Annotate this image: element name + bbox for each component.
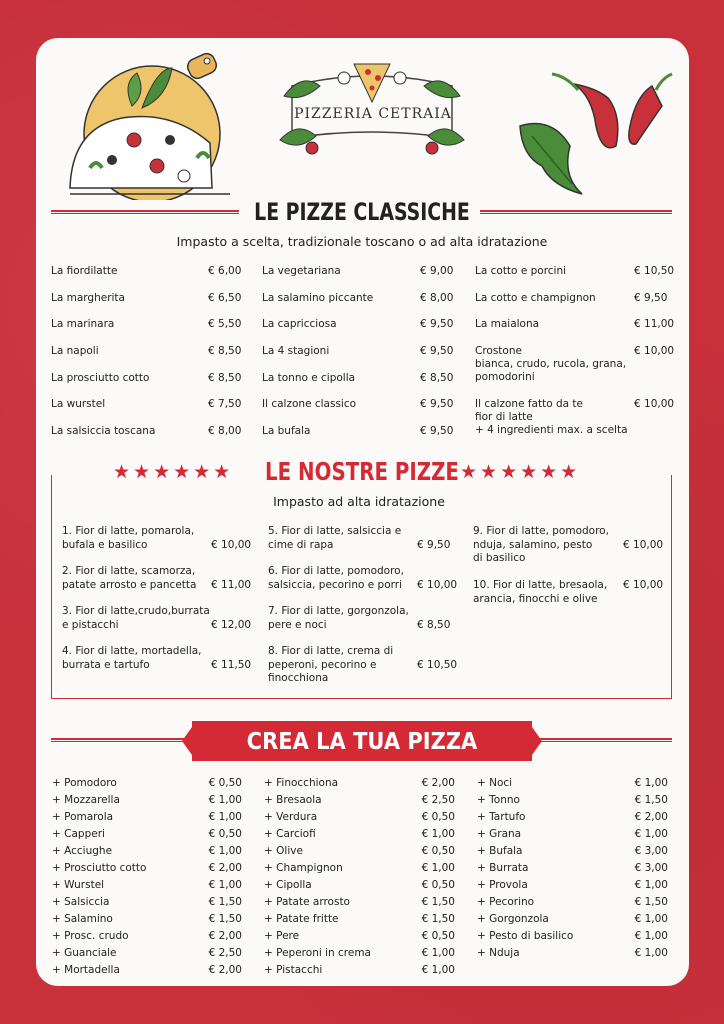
ingredient-row [52,811,242,828]
ingredient-row [52,879,242,896]
ingredient-name: + Gorgonzola [477,913,549,925]
ingredient-row [52,828,242,845]
nostre-item [62,605,252,645]
ingredient-name: + Wurstel [52,879,105,891]
ingredient-row [52,964,242,981]
item-line: arancia, finocchi e olive [473,592,598,605]
ingredient-name: + Grana [477,828,522,840]
ingredient-row [264,930,455,947]
item-price: € 9,50 [420,318,454,330]
ingredient-price: € 2,00 [208,862,242,874]
ingredient-row [52,913,242,930]
item-line: 6. Fior di latte, pomodoro, [268,565,404,577]
item-price: € 10,00 [634,398,675,410]
ingredient-price: € 1,00 [634,777,668,789]
ingredient-row [264,777,455,794]
stars-right: ★★★★★★ [460,461,581,483]
ingredient-row [264,794,455,811]
ingredient-price: € 0,50 [421,845,455,857]
ingredient-row [477,845,668,862]
ingredient-price: € 0,50 [421,879,455,891]
ingredient-price: € 1,00 [208,845,242,857]
item-description: bianca, crudo, rucola, grana, [475,358,627,370]
item-name: La salsiccia toscana [51,425,156,437]
item-line: 1. Fior di latte, pomarola, [62,525,195,537]
ingredient-name: + Patate fritte [264,913,339,925]
ingredient-name: + Olive [264,845,303,857]
nostre-item [473,525,663,569]
item-name: La vegetariana [262,265,341,277]
item-name: La napoli [51,345,99,357]
ingredient-name: + Capperi [52,828,105,840]
item-price: € 10,50 [417,658,458,671]
item-price: € 10,00 [623,579,664,591]
ingredient-price: € 1,00 [208,879,242,891]
ingredient-name: + Pere [264,930,300,942]
item-price: € 8,50 [417,618,451,631]
item-line: 7. Fior di latte, gorgonzola, [268,605,409,617]
ingredient-price: € 3,00 [634,862,668,874]
ingredient-price: € 1,50 [208,913,242,925]
ingredient-row [52,947,242,964]
item-line: e pistacchi [62,618,119,631]
ingredient-price: € 1,00 [421,828,455,840]
ingredient-price: € 1,00 [634,913,668,925]
ingredient-name: + Salsiccia [52,896,110,908]
item-line: bufala e basilico [62,538,148,551]
nostre-item [268,605,458,645]
item-price: € 5,50 [208,318,242,330]
item-price: € 10,00 [211,538,252,551]
brand-name: PIZZERIA CETRAIA [294,106,452,122]
ingredient-price: € 2,50 [421,794,455,806]
ingredient-row [477,777,668,794]
item-name: La prosciutto cotto [51,371,150,384]
ingredient-row [52,845,242,862]
ingredient-price: € 1,00 [208,794,242,806]
ingredient-price: € 0,50 [421,930,455,942]
ingredient-price: € 1,50 [634,794,668,806]
ingredient-name: + Prosc. crudo [52,930,129,942]
nostre-title: LE NOSTRE PIZZE [265,458,459,487]
ingredient-price: € 1,00 [208,811,242,823]
item-name: La cotto e champignon [475,291,596,304]
ingredient-row [52,862,242,879]
item-line: 3. Fior di latte,crudo,burrata [62,605,210,617]
item-name: La margherita [51,291,125,304]
item-name: La maialona [475,318,540,330]
ingredient-name: + Pistacchi [264,964,323,976]
ingredient-name: + Finocchiona [264,777,339,789]
item-price: € 10,00 [417,578,458,591]
nostre-item [268,645,458,689]
item-line: nduja, salamino, pesto [473,538,593,551]
ingredient-price: € 1,00 [634,879,668,891]
item-line: salsiccia, pecorino e porri [268,578,403,591]
ingredient-price: € 1,00 [421,862,455,874]
item-line: finocchiona [268,672,329,684]
nostre-item [62,645,252,685]
item-price: € 10,50 [634,265,675,277]
item-price: € 11,00 [211,578,252,591]
item-description: + 4 ingredienti max. a scelta [475,424,628,436]
item-name: Il calzone classico [262,398,357,410]
item-price: € 9,50 [420,345,454,357]
divider-left [51,738,184,742]
ingredient-row [52,777,242,794]
item-name: La fiordilatte [51,265,118,277]
ingredient-price: € 1,00 [634,930,668,942]
ingredient-row [477,811,668,828]
item-name: La salamino piccante [262,291,374,304]
item-price: € 10,00 [634,345,675,357]
item-price: € 8,00 [420,291,454,304]
item-price: € 11,50 [211,658,252,671]
ingredient-row [264,896,455,913]
ingredient-row [264,811,455,828]
stars-left: ★★★★★★ [113,461,234,483]
item-name: La tonno e cipolla [262,371,356,384]
ingredient-name: + Verdura [264,811,318,823]
ingredient-name: + Guanciale [52,947,117,959]
ingredient-row [264,845,455,862]
item-name: La capricciosa [262,318,337,330]
nostre-subtitle: Impasto ad alta idratazione [273,494,445,509]
ingredient-row [264,862,455,879]
ingredient-price: € 1,00 [421,964,455,976]
nostre-item [268,565,458,605]
item-price: € 7,50 [208,398,242,410]
item-line: 8. Fior di latte, crema di [268,645,394,657]
ingredient-name: + Peperoni in crema [264,947,371,959]
item-line: cime di rapa [268,538,334,551]
pizza-paddle-illustration [62,48,242,200]
classiche-title: LE PIZZE CLASSICHE [254,198,470,226]
item-line: peperoni, pecorino e [268,658,377,671]
ingredient-price: € 3,00 [634,845,668,857]
ingredient-row [477,828,668,845]
ingredient-row [477,879,668,896]
item-line: 5. Fior di latte, salsiccia e [268,525,402,537]
ingredient-row [264,828,455,845]
ingredient-name: + Pesto di basilico [477,930,574,942]
ingredient-name: + Salamino [52,913,113,925]
ingredient-name: + Pomodoro [52,777,117,789]
ingredient-row [52,930,242,947]
ingredient-price: € 2,50 [208,947,242,959]
item-price: € 8,50 [420,371,454,384]
ingredient-price: € 1,00 [421,947,455,959]
nostre-item [473,579,663,619]
nostre-item [62,525,252,565]
item-price: € 9,50 [420,398,454,410]
ingredient-name: + Mortadella [52,964,120,976]
item-price: € 10,00 [623,538,664,551]
ingredient-row [264,879,455,896]
ingredient-price: € 1,00 [634,947,668,959]
ingredient-name: + Champignon [264,862,343,874]
divider-right [540,738,672,742]
ingredient-name: + Pomarola [52,811,114,823]
ingredient-name: + Pecorino [477,896,535,908]
item-description: fior di latte [475,411,533,423]
item-price: € 9,50 [420,425,454,437]
ingredient-row [264,947,455,964]
item-line: patate arrosto e pancetta [62,578,197,591]
item-line: burrata e tartufo [62,658,150,671]
ingredient-name: + Cipolla [264,879,312,891]
ingredient-name: + Acciughe [52,845,113,857]
ingredient-name: + Burrata [477,862,529,874]
ingredient-name: + Noci [477,777,513,789]
nostre-item [62,565,252,605]
ingredient-row [52,794,242,811]
ingredient-row [264,913,455,930]
ingredient-row [477,947,668,964]
nostre-item [268,525,458,565]
ingredient-name: + Patate arrosto [264,896,350,908]
ingredient-price: € 0,50 [208,777,242,789]
item-name: La bufala [262,425,311,437]
item-description: pomodorini [475,371,535,383]
item-line: 2. Fior di latte, scamorza, [62,565,196,577]
ingredient-name: + Tonno [477,794,520,806]
item-price: € 11,00 [634,318,675,330]
item-name: La wurstel [51,398,106,410]
classiche-subtitle: Impasto a scelta, tradizionale toscano o ad alta idratazione [176,234,548,249]
ingredient-price: € 1,50 [421,896,455,908]
item-price: € 9,50 [417,538,451,551]
item-name: La 4 stagioni [262,345,330,357]
ingredient-name: + Mozzarella [52,794,120,806]
ingredient-price: € 1,50 [421,913,455,925]
item-name: La cotto e porcini [475,265,567,277]
item-line: 4. Fior di latte, mortadella, [62,645,202,657]
ingredient-price: € 0,50 [208,828,242,840]
ingredient-name: + Tartufo [477,811,526,823]
ingredient-row [264,964,455,981]
ingredient-price: € 1,00 [634,828,668,840]
ingredient-name: + Provola [477,879,528,891]
ingredient-name: + Bufala [477,845,523,857]
crea-title: CREA LA TUA PIZZA [246,727,478,755]
ingredient-price: € 1,50 [208,896,242,908]
item-name: La marinara [51,318,115,330]
ingredient-price: € 2,00 [634,811,668,823]
item-price: € 8,00 [208,425,242,437]
ingredient-name: + Nduja [477,947,520,959]
ingredient-row [477,794,668,811]
ingredient-price: € 0,50 [421,811,455,823]
item-price: € 6,00 [208,265,242,277]
item-price: € 6,50 [208,291,242,304]
ingredient-price: € 2,00 [208,930,242,942]
ingredient-price: € 2,00 [421,777,455,789]
chili-basil-illustration [512,66,682,200]
item-price: € 8,50 [208,345,242,357]
ingredient-row [52,896,242,913]
item-price: € 9,00 [420,265,454,277]
ingredient-name: + Prosciutto cotto [52,862,147,874]
ingredient-name: + Carciofi [264,828,316,840]
ingredient-row [477,913,668,930]
ingredient-row [477,862,668,879]
item-line: 9. Fior di latte, pomodoro, [473,525,609,537]
item-price: € 12,00 [211,618,252,631]
item-line: di basilico [473,552,526,564]
item-line: 10. Fior di latte, bresaola, [473,579,608,591]
item-name: Il calzone fatto da te [475,398,584,410]
ingredient-price: € 2,00 [208,964,242,976]
item-price: € 8,50 [208,371,242,384]
ingredient-row [477,930,668,947]
ingredient-row [477,896,668,913]
item-name: Crostone [475,345,522,357]
ingredient-name: + Bresaola [264,794,322,806]
item-price: € 9,50 [634,291,668,304]
item-line: pere e noci [268,618,327,631]
ingredient-price: € 1,50 [634,896,668,908]
